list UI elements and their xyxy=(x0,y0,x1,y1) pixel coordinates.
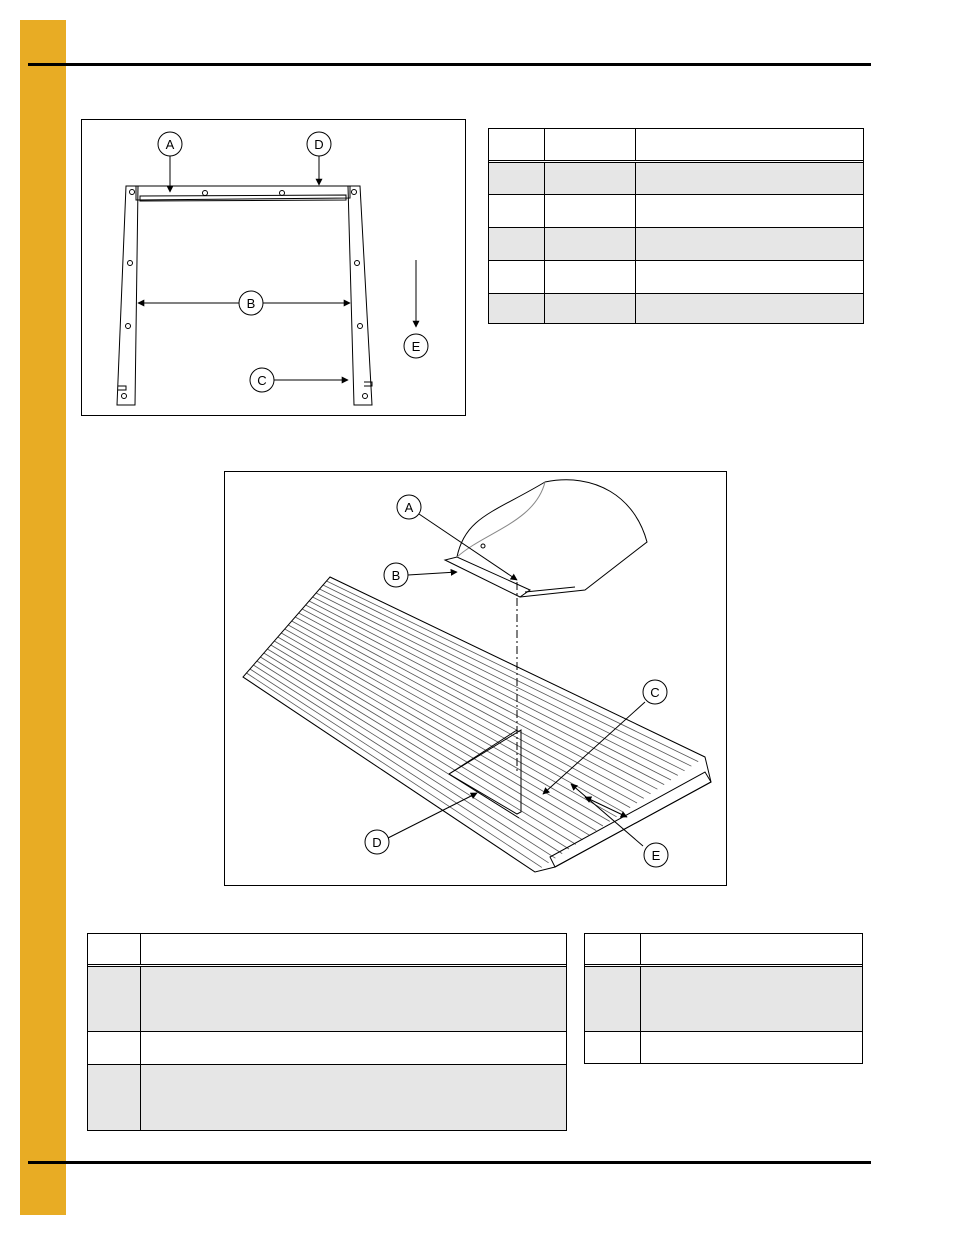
table-cell xyxy=(88,1065,141,1130)
table-cell xyxy=(545,195,636,227)
header-cell xyxy=(636,129,863,160)
footer-rule xyxy=(28,1161,871,1164)
callout-label-b: B xyxy=(391,568,401,583)
header-cell xyxy=(585,934,641,964)
table-cell xyxy=(545,163,636,194)
panel-rib xyxy=(285,629,617,817)
callout-label-e: E xyxy=(411,339,421,354)
table-header xyxy=(585,934,862,967)
callout-label-d: D xyxy=(372,835,382,850)
callout-label-e: E xyxy=(651,848,661,863)
callout-label-a: A xyxy=(404,500,414,515)
table-cell xyxy=(141,1065,566,1130)
table-row xyxy=(88,1065,566,1130)
table-row xyxy=(585,967,862,1032)
table-cell xyxy=(636,163,863,194)
table-cell xyxy=(641,967,862,1031)
callout-label-c: C xyxy=(650,685,660,700)
table-cell xyxy=(636,195,863,227)
header-cell xyxy=(141,934,566,964)
table-cell xyxy=(641,1032,862,1063)
table-row xyxy=(489,261,863,294)
table-cell xyxy=(141,1032,566,1064)
panel-rib xyxy=(281,633,610,821)
panel-rib xyxy=(288,625,623,812)
table-cell xyxy=(585,967,641,1031)
steps-table-left xyxy=(87,933,567,1131)
table-cell xyxy=(636,261,863,293)
panel-rib xyxy=(260,657,569,849)
table-row xyxy=(88,967,566,1032)
table-cell xyxy=(489,163,545,194)
table-cell xyxy=(489,228,545,260)
callout-label-a: A xyxy=(165,137,175,152)
table-row xyxy=(489,195,863,228)
table-cell xyxy=(88,967,141,1031)
panel-rib xyxy=(267,649,582,840)
header-cell xyxy=(641,934,862,964)
header-cell xyxy=(545,129,636,160)
header-rule xyxy=(28,63,871,66)
table-header xyxy=(489,129,863,163)
table-cell xyxy=(585,1032,641,1063)
table-cell xyxy=(636,228,863,260)
panel-rib xyxy=(278,637,603,826)
panel-rib xyxy=(257,661,562,854)
panel-rib xyxy=(292,621,630,808)
callout-label-b: B xyxy=(246,296,256,311)
parts-table-top xyxy=(488,128,864,324)
panel-rib xyxy=(264,653,576,844)
table-cell xyxy=(545,228,636,260)
table-cell xyxy=(489,261,545,293)
panel-rib xyxy=(250,669,549,863)
panel-rib xyxy=(271,645,590,835)
header-cell xyxy=(88,934,141,964)
table-cell xyxy=(545,261,636,293)
table-cell xyxy=(88,1032,141,1064)
panel-rib xyxy=(246,673,541,867)
table-cell xyxy=(489,195,545,227)
panel-rib xyxy=(295,617,637,803)
table-row xyxy=(489,294,863,323)
steps-table-right xyxy=(584,933,863,1064)
table-cell xyxy=(636,294,863,323)
side-color-strip xyxy=(20,20,66,1215)
table-cell xyxy=(545,294,636,323)
header-cell xyxy=(489,129,545,160)
table-header xyxy=(88,934,566,967)
table-row xyxy=(585,1032,862,1063)
figure-frame-assembly xyxy=(81,119,466,416)
figure-roof-hood-installation xyxy=(224,471,727,886)
table-row xyxy=(489,228,863,261)
table-row xyxy=(489,163,863,195)
callout-label-c: C xyxy=(257,373,267,388)
table-cell xyxy=(141,967,566,1031)
callout-label-d: D xyxy=(314,137,324,152)
panel-rib xyxy=(274,641,596,831)
table-cell xyxy=(489,294,545,323)
table-row xyxy=(88,1032,566,1065)
